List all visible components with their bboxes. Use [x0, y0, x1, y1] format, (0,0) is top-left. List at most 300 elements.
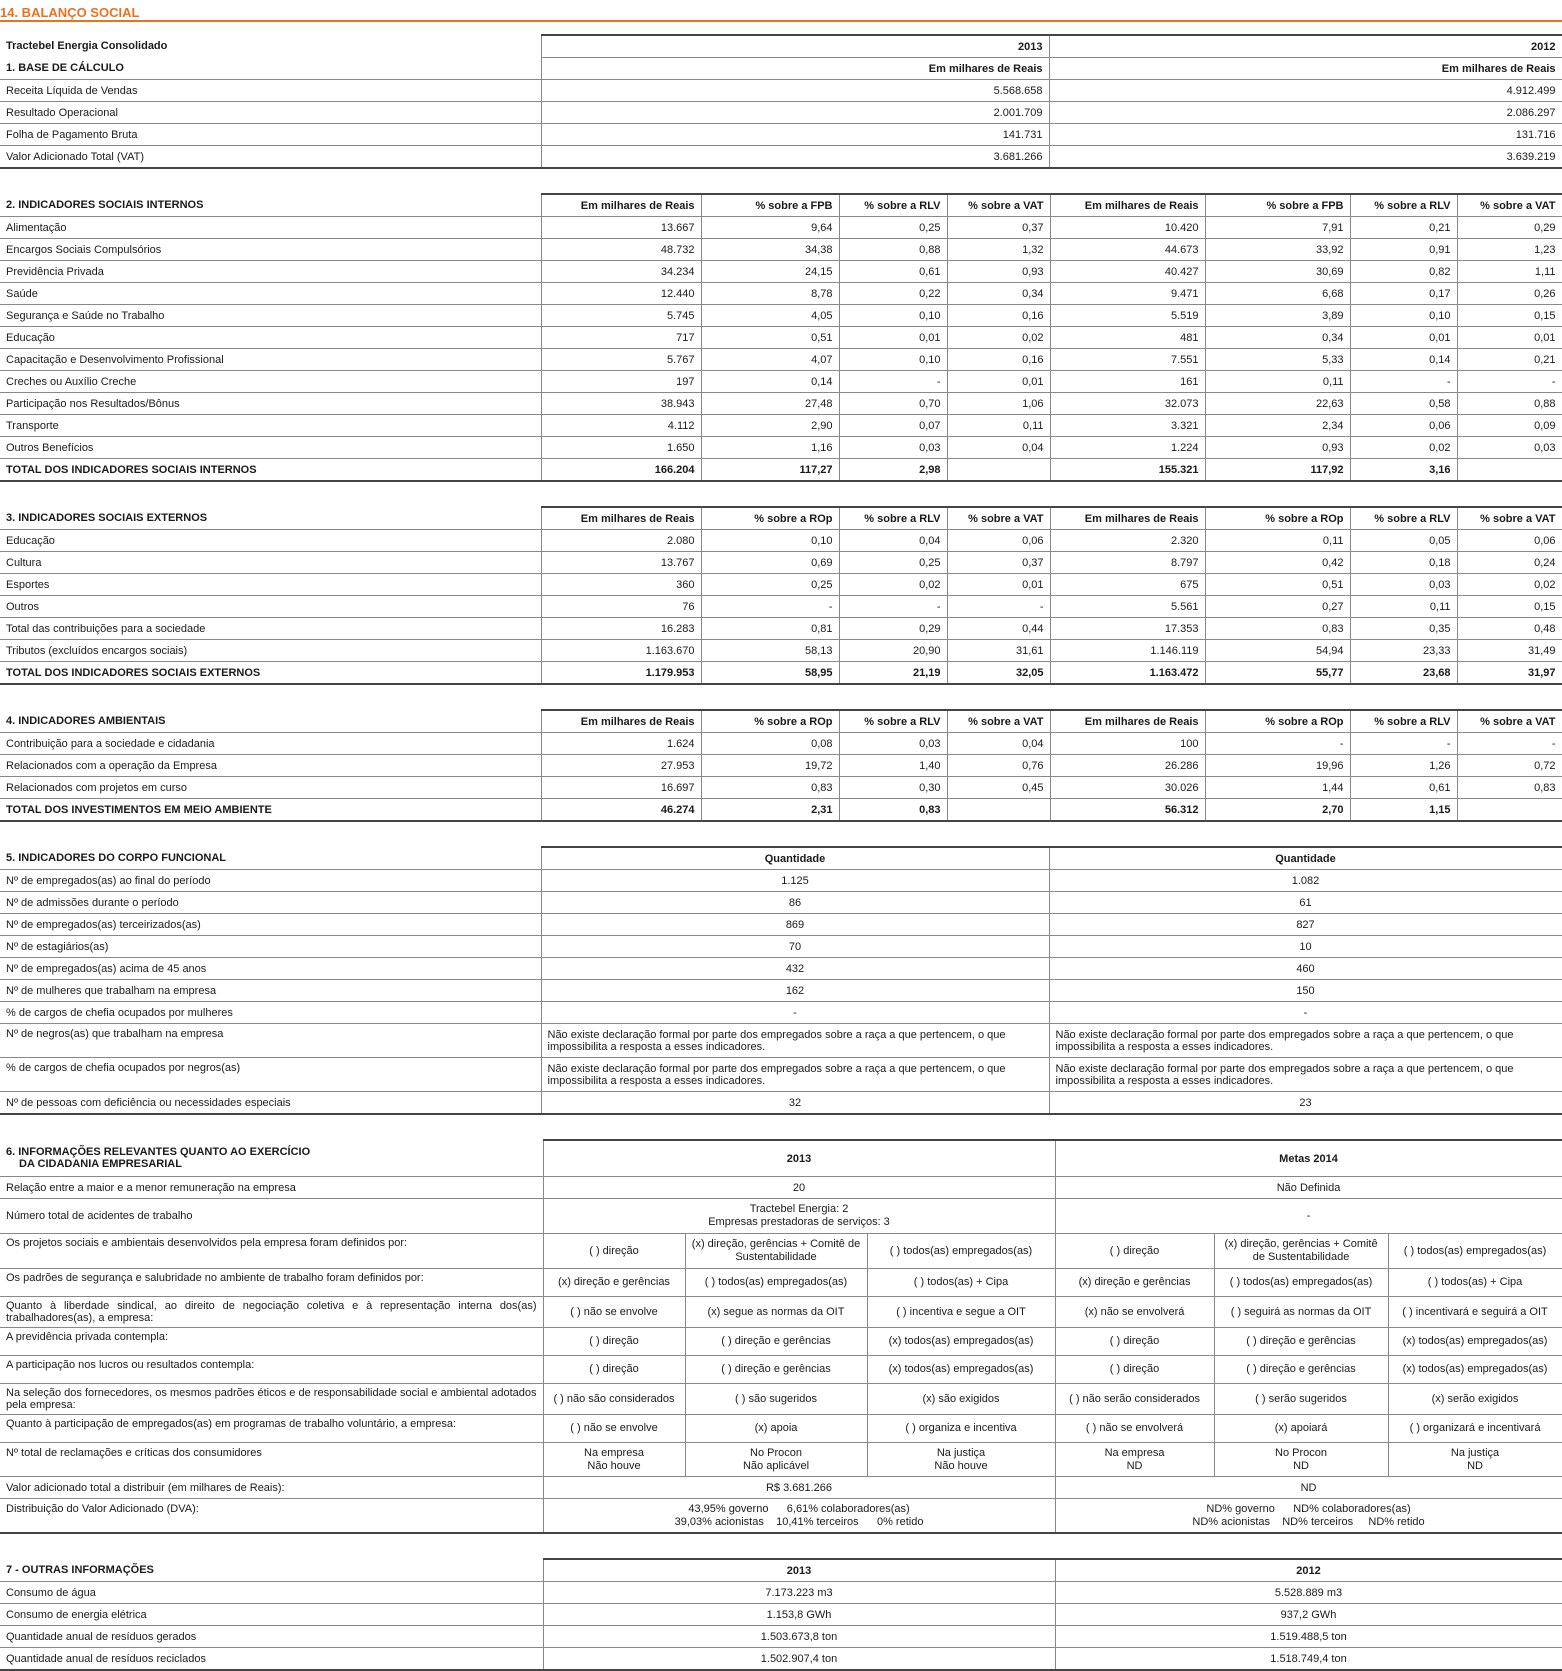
row-value: 360 [541, 574, 701, 596]
complaints-line: Não houve [587, 1459, 641, 1472]
row-value: - [1350, 371, 1457, 393]
option-2014: ( ) direção [1055, 1234, 1214, 1269]
row-value: 0,06 [1350, 415, 1457, 437]
option-2013: (x) todos(as) empregados(as) [867, 1328, 1055, 1356]
row-value: 100 [1050, 733, 1205, 755]
quantity-2013: 70 [541, 936, 1049, 958]
row-value: 0,16 [947, 349, 1050, 371]
value-2013 [543, 1199, 1055, 1234]
row-value: 26.286 [1050, 755, 1205, 777]
table-row [0, 1002, 1562, 1024]
value-2014: Não Definida [1055, 1177, 1562, 1199]
section-title: 5. INDICADORES DO CORPO FUNCIONAL [0, 847, 541, 870]
row-label: Relacionados com projetos em curso [0, 777, 541, 799]
unit-label: Em milhares de Reais [1049, 58, 1562, 80]
acidentes-line: Tractebel Energia: 2 [749, 1203, 849, 1215]
row-value: 0,88 [1457, 393, 1562, 415]
row-value: 0,03 [839, 733, 947, 755]
row-label: Nº de empregados(as) ao final do período [0, 870, 541, 892]
value-2014: - [1055, 1199, 1562, 1234]
row-value: 481 [1050, 327, 1205, 349]
column-header: % sobre a ROp [1205, 710, 1350, 733]
table-row [0, 1092, 1562, 1115]
total-value: 2,98 [839, 459, 947, 482]
option-2014: ( ) serão sugeridos [1214, 1384, 1388, 1415]
row-value: 2.080 [541, 530, 701, 552]
row-label: Na seleção dos fornecedores, os mesmos padrões éticos e de responsabilidade social e ambiental adotados pela empresa: [0, 1384, 543, 1415]
column-header: % sobre a ROp [701, 710, 839, 733]
row-value: 0,04 [947, 733, 1050, 755]
row-value: 1,32 [947, 239, 1050, 261]
quantity-2012: 150 [1049, 980, 1562, 1002]
row-value: 0,01 [839, 327, 947, 349]
option-2014: (x) direção, gerências + Comitê de Sustentabilidade [1214, 1234, 1388, 1269]
column-header: % sobre a RLV [1350, 710, 1457, 733]
row-value: 0,02 [947, 327, 1050, 349]
value-2013: 20 [543, 1177, 1055, 1199]
option-2014: (x) todos(as) empregados(as) [1388, 1356, 1562, 1384]
row-value: 16.697 [541, 777, 701, 799]
table-row [0, 146, 1562, 169]
row-value: 4,07 [701, 349, 839, 371]
row-label: Educação [0, 530, 541, 552]
column-header: Em milhares de Reais [541, 194, 701, 217]
row-label: Valor Adicionado Total (VAT) [0, 146, 541, 169]
row-value: 5,33 [1205, 349, 1350, 371]
row-value: 0,14 [1350, 349, 1457, 371]
table-row [0, 102, 1562, 124]
row-value: 0,10 [1350, 305, 1457, 327]
complaints-line: Na empresa [1104, 1446, 1165, 1459]
complaints-line: ND [1293, 1459, 1309, 1472]
column-header: % sobre a ROp [701, 507, 839, 530]
row-label: Alimentação [0, 217, 541, 239]
row-value: 0,45 [947, 777, 1050, 799]
quantity-2013: 869 [541, 914, 1049, 936]
option-2014: ( ) seguirá as normas da OIT [1214, 1297, 1388, 1328]
row-label: Os padrões de segurança e salubridade no ambiente de trabalho foram definidos por: [0, 1269, 543, 1297]
table-row [0, 349, 1562, 371]
row-value: 0,29 [839, 618, 947, 640]
row-value: 1.650 [541, 437, 701, 459]
row-value: 1,16 [701, 437, 839, 459]
dva-line: ND% governo ND% colaboradores(as) [1206, 1502, 1411, 1515]
row-value: 0,01 [1350, 327, 1457, 349]
value-2013: 7.173.223 m3 [543, 1582, 1055, 1604]
row-value: 0,11 [1350, 596, 1457, 618]
table-row [0, 870, 1562, 892]
column-header: Em milhares de Reais [1050, 507, 1205, 530]
row-label: Quanto à participação de empregados(as) em programas de trabalho voluntário, a empresa: [0, 1415, 543, 1443]
text-2012: Não existe declaração formal por parte dos empregados sobre a raça a que pertencem, o que impossibilita a resposta a esses indicadores. [1049, 1024, 1562, 1058]
row-value: 0,93 [1205, 437, 1350, 459]
option-2014: ( ) direção [1055, 1328, 1214, 1356]
table-row [0, 596, 1562, 618]
text-2012: Não existe declaração formal por parte dos empregados sobre a raça a que pertencem, o que impossibilita a resposta a esses indicadores. [1049, 1058, 1562, 1092]
option-2013: ( ) organiza e incentiva [867, 1415, 1055, 1443]
row-value: 1,40 [839, 755, 947, 777]
quantity-2013: 1.125 [541, 870, 1049, 892]
row-value: 0,06 [947, 530, 1050, 552]
row-value: 0,02 [1350, 437, 1457, 459]
table-row [0, 415, 1562, 437]
table-row [0, 1024, 1562, 1058]
option-2014: ( ) todos(as) empregados(as) [1388, 1234, 1562, 1269]
row-value: 0,88 [839, 239, 947, 261]
total-value: 1,15 [1350, 799, 1457, 822]
column-header: % sobre a ROp [1205, 507, 1350, 530]
table-row [0, 437, 1562, 459]
table-row [0, 239, 1562, 261]
table-row [0, 124, 1562, 146]
column-header: % sobre a VAT [947, 194, 1050, 217]
row-label: Nº de mulheres que trabalham na empresa [0, 980, 541, 1002]
column-header: % sobre a RLV [839, 710, 947, 733]
row-value: 0,91 [1350, 239, 1457, 261]
row-label: Nº de estagiários(as) [0, 936, 541, 958]
total-value: 3,16 [1350, 459, 1457, 482]
table-row [0, 1626, 1562, 1648]
value-2014: ND [1055, 1477, 1562, 1499]
row-label: Relacionados com a operação da Empresa [0, 755, 541, 777]
row-value: 1,06 [947, 393, 1050, 415]
value-2013: R$ 3.681.266 [543, 1477, 1055, 1499]
option-2013: (x) segue as normas da OIT [685, 1297, 867, 1328]
row-value: 0,21 [1350, 217, 1457, 239]
row-value: 48.732 [541, 239, 701, 261]
option-2014: ( ) organizará e incentivará [1388, 1415, 1562, 1443]
row-label: Relação entre a maior e a menor remuneração na empresa [0, 1177, 543, 1199]
column-header: % sobre a RLV [839, 194, 947, 217]
option-2013: (x) direção, gerências + Comitê de Sustentabilidade [685, 1234, 867, 1269]
row-value: 0,37 [947, 552, 1050, 574]
complaints-line: Na justiça [1450, 1446, 1500, 1459]
row-value: 0,07 [839, 415, 947, 437]
row-value: 34.234 [541, 261, 701, 283]
row-label: A participação nos lucros ou resultados contempla: [0, 1356, 543, 1384]
table-row [0, 936, 1562, 958]
row-value: - [1457, 733, 1562, 755]
row-value: 0,15 [1457, 305, 1562, 327]
row-value: 0,83 [1457, 777, 1562, 799]
value-2012: 131.716 [1049, 124, 1562, 146]
table-row [0, 914, 1562, 936]
row-value: 17.353 [1050, 618, 1205, 640]
complaints-line: Não houve [934, 1459, 988, 1472]
complaints-line: Na empresa [584, 1446, 644, 1459]
column-header: % sobre a VAT [947, 507, 1050, 530]
row-value: 197 [541, 371, 701, 393]
row-label: Previdência Privada [0, 261, 541, 283]
total-value: 55,77 [1205, 662, 1350, 685]
table-row [0, 1604, 1562, 1626]
row-label: Nº de negros(as) que trabalham na empresa [0, 1024, 541, 1058]
table-row [0, 777, 1562, 799]
col-2013: 2013 [543, 1559, 1055, 1582]
total-label: TOTAL DOS INDICADORES SOCIAIS INTERNOS [0, 459, 541, 482]
outras-informacoes-table [0, 1558, 1562, 1671]
option-2014: ( ) não serão considerados [1055, 1384, 1214, 1415]
table-row [0, 393, 1562, 415]
row-value: 76 [541, 596, 701, 618]
quantity-2013: 32 [541, 1092, 1049, 1115]
row-value: 0,11 [1205, 530, 1350, 552]
indicadores-ambientais-table [0, 709, 1562, 822]
total-value: 2,70 [1205, 799, 1350, 822]
quantity-2013: 432 [541, 958, 1049, 980]
row-label: Contribuição para a sociedade e cidadania [0, 733, 541, 755]
row-label: Quanto à liberdade sindical, ao direito de negociação coletiva e à representação interna dos(as) trabalhadores(as), a empresa: [0, 1297, 543, 1328]
option-2013: ( ) incentiva e segue a OIT [867, 1297, 1055, 1328]
row-value: 0,83 [1205, 618, 1350, 640]
row-label: Consumo de água [0, 1582, 543, 1604]
row-label: Valor adicionado total a distribuir (em milhares de Reais): [0, 1477, 543, 1499]
total-label: TOTAL DOS INVESTIMENTOS EM MEIO AMBIENTE [0, 799, 541, 822]
row-value: - [1205, 733, 1350, 755]
row-value: 0,04 [839, 530, 947, 552]
row-value: 0,05 [1350, 530, 1457, 552]
complaints-line: Não aplicável [742, 1459, 810, 1472]
row-label: Outros Benefícios [0, 437, 541, 459]
row-value: 0,29 [1457, 217, 1562, 239]
row-value: 19,96 [1205, 755, 1350, 777]
total-value: 31,97 [1457, 662, 1562, 685]
row-value: 0,82 [1350, 261, 1457, 283]
column-header: Em milhares de Reais [541, 507, 701, 530]
total-value: 117,27 [701, 459, 839, 482]
column-header: Em milhares de Reais [1050, 710, 1205, 733]
row-label: A previdência privada contempla: [0, 1328, 543, 1356]
dva-line: ND% acionistas ND% terceiros ND% retido [1192, 1515, 1425, 1528]
row-value: 7.551 [1050, 349, 1205, 371]
row-value: 3.321 [1050, 415, 1205, 437]
row-value: 1.146.119 [1050, 640, 1205, 662]
option-2014: ( ) direção [1055, 1356, 1214, 1384]
total-value: 2,31 [701, 799, 839, 822]
row-value: 1,26 [1350, 755, 1457, 777]
row-value: 24,15 [701, 261, 839, 283]
table-row [0, 1582, 1562, 1604]
total-value [947, 459, 1050, 482]
value-2012: 4.912.499 [1049, 80, 1562, 102]
row-value: 0,09 [1457, 415, 1562, 437]
row-value: 22,63 [1205, 393, 1350, 415]
option-2013: ( ) todos(as) + Cipa [867, 1269, 1055, 1297]
row-value: 5.767 [541, 349, 701, 371]
quantity-2012: 61 [1049, 892, 1562, 914]
col-quantidade: Quantidade [1049, 847, 1562, 870]
col-quantidade: Quantidade [541, 847, 1049, 870]
row-label: Consumo de energia elétrica [0, 1604, 543, 1626]
acidentes-line: Empresas prestadoras de serviços: 3 [708, 1216, 890, 1228]
table-row [0, 552, 1562, 574]
complaints-line: No Procon [750, 1446, 802, 1459]
complaints-line: Na justiça [936, 1446, 986, 1459]
row-value: 0,17 [1350, 283, 1457, 305]
quantity-2012: 1.082 [1049, 870, 1562, 892]
unit-label: Em milhares de Reais [541, 58, 1049, 80]
table-row [0, 1297, 1562, 1328]
row-value: 0,48 [1457, 618, 1562, 640]
dva-line: 39,03% acionistas 10,41% terceiros 0% retido [674, 1515, 924, 1528]
row-value: - [1457, 371, 1562, 393]
indicadores-sociais-externos-table [0, 506, 1562, 685]
row-value: 1.224 [1050, 437, 1205, 459]
row-value: 0,10 [839, 349, 947, 371]
option-2013: ( ) direção e gerências [685, 1356, 867, 1384]
row-value: 0,34 [1205, 327, 1350, 349]
text-2013: Não existe declaração formal por parte dos empregados sobre a raça a que pertencem, o que impossibilita a resposta a esses indicadores. [541, 1058, 1049, 1092]
row-label: Nº de pessoas com deficiência ou necessidades especiais [0, 1092, 541, 1115]
year-2012: 2012 [1049, 35, 1562, 58]
row-value: 0,35 [1350, 618, 1457, 640]
row-value: 1,11 [1457, 261, 1562, 283]
row-value: 32.073 [1050, 393, 1205, 415]
row-value: - [839, 371, 947, 393]
column-header: % sobre a RLV [1350, 194, 1457, 217]
row-value: 0,70 [839, 393, 947, 415]
row-value: 0,03 [1350, 574, 1457, 596]
option-2013: (x) direção e gerências [543, 1269, 685, 1297]
page-title: 14. BALANÇO SOCIAL [0, 0, 1562, 22]
table-row [0, 1058, 1562, 1092]
column-header: % sobre a RLV [839, 507, 947, 530]
row-value: 0,42 [1205, 552, 1350, 574]
year-2013: 2013 [541, 35, 1049, 58]
value-2013: 141.731 [541, 124, 1049, 146]
row-label: % de cargos de chefia ocupados por mulheres [0, 1002, 541, 1024]
total-value [947, 799, 1050, 822]
table-row [0, 1384, 1562, 1415]
option-2013: ( ) direção e gerências [685, 1328, 867, 1356]
row-value: 58,13 [701, 640, 839, 662]
row-value: 10.420 [1050, 217, 1205, 239]
row-value: 0,01 [947, 371, 1050, 393]
option-2013: ( ) não se envolve [543, 1297, 685, 1328]
row-value: 5.745 [541, 305, 701, 327]
total-row [0, 662, 1562, 685]
row-value: 0,25 [839, 552, 947, 574]
row-value: 31,61 [947, 640, 1050, 662]
row-label: Cultura [0, 552, 541, 574]
option-2014: (x) direção e gerências [1055, 1269, 1214, 1297]
total-row [0, 799, 1562, 822]
option-2014: ( ) não se envolverá [1055, 1415, 1214, 1443]
quantity-2012: 827 [1049, 914, 1562, 936]
row-value: 161 [1050, 371, 1205, 393]
value-2012: 3.639.219 [1049, 146, 1562, 169]
row-value: 2,90 [701, 415, 839, 437]
total-value: 56.312 [1050, 799, 1205, 822]
row-value: 0,01 [1457, 327, 1562, 349]
quantity-2013: 86 [541, 892, 1049, 914]
row-value: 0,18 [1350, 552, 1457, 574]
value-2013: 3.681.266 [541, 146, 1049, 169]
row-label: Educação [0, 327, 541, 349]
total-value: 23,68 [1350, 662, 1457, 685]
row-label: Nº total de reclamações e críticas dos consumidores [0, 1443, 543, 1477]
option-2014: (x) serão exigidos [1388, 1384, 1562, 1415]
row-value: 9.471 [1050, 283, 1205, 305]
row-label: Creches ou Auxílio Creche [0, 371, 541, 393]
row-value: 0,58 [1350, 393, 1457, 415]
option-2014: (x) não se envolverá [1055, 1297, 1214, 1328]
row-label: Capacitação e Desenvolvimento Profissional [0, 349, 541, 371]
value-2012: 937,2 GWh [1055, 1604, 1562, 1626]
table-row [0, 1269, 1562, 1297]
row-value: 13.767 [541, 552, 701, 574]
table-row [0, 1356, 1562, 1384]
row-value: 23,33 [1350, 640, 1457, 662]
row-value: 8,78 [701, 283, 839, 305]
value-2013: 1.502.907,4 ton [543, 1648, 1055, 1671]
table-row [0, 640, 1562, 662]
section-title: 3. INDICADORES SOCIAIS EXTERNOS [0, 507, 541, 530]
row-value: 0,04 [947, 437, 1050, 459]
row-label: Outros [0, 596, 541, 618]
row-value: 0,44 [947, 618, 1050, 640]
section-title: 1. BASE DE CÁLCULO [0, 58, 541, 80]
row-value: 1,23 [1457, 239, 1562, 261]
text-2013: Não existe declaração formal por parte dos empregados sobre a raça a que pertencem, o que impossibilita a resposta a esses indicadores. [541, 1024, 1049, 1058]
row-value: 0,10 [701, 530, 839, 552]
option-2013: ( ) direção [543, 1356, 685, 1384]
row-value: 0,81 [701, 618, 839, 640]
quantity-2012: 10 [1049, 936, 1562, 958]
section-title: 2. INDICADORES SOCIAIS INTERNOS [0, 194, 541, 217]
table-row [0, 1328, 1562, 1356]
section-title-line1: 6. INFORMAÇÕES RELEVANTES QUANTO AO EXERCÍCIO [6, 1146, 311, 1158]
row-label: Nº de empregados(as) terceirizados(as) [0, 914, 541, 936]
table-row [0, 892, 1562, 914]
table-row [0, 1177, 1562, 1199]
row-label: Segurança e Saúde no Trabalho [0, 305, 541, 327]
row-value: 0,61 [1350, 777, 1457, 799]
total-value: 0,83 [839, 799, 947, 822]
row-value: 20,90 [839, 640, 947, 662]
column-header: Em milhares de Reais [541, 710, 701, 733]
table-row [0, 530, 1562, 552]
option-2013: ( ) direção [543, 1328, 685, 1356]
row-value: 0,76 [947, 755, 1050, 777]
row-value: 2,34 [1205, 415, 1350, 437]
row-value: 3,89 [1205, 305, 1350, 327]
row-value: 0,25 [839, 217, 947, 239]
row-value: 0,93 [947, 261, 1050, 283]
row-value: 717 [541, 327, 701, 349]
base-calculo-table [0, 34, 1562, 169]
option-2013: ( ) direção [543, 1234, 685, 1269]
option-2014: (x) todos(as) empregados(as) [1388, 1328, 1562, 1356]
table-row [0, 733, 1562, 755]
row-value: 19,72 [701, 755, 839, 777]
row-value: 5.519 [1050, 305, 1205, 327]
section-title-line2: DA CIDADANIA EMPRESARIAL [19, 1158, 182, 1170]
row-value: 0,25 [701, 574, 839, 596]
row-value: 0,72 [1457, 755, 1562, 777]
row-label: Encargos Sociais Compulsórios [0, 239, 541, 261]
column-header: % sobre a VAT [947, 710, 1050, 733]
row-value: 0,27 [1205, 596, 1350, 618]
col-metas-2014: Metas 2014 [1055, 1140, 1562, 1177]
row-value: 38.943 [541, 393, 701, 415]
row-value: 0,69 [701, 552, 839, 574]
dva-2014 [1055, 1499, 1562, 1534]
row-value: - [1350, 733, 1457, 755]
row-value: 0,22 [839, 283, 947, 305]
value-2012: 2.086.297 [1049, 102, 1562, 124]
value-2013: 1.503.673,8 ton [543, 1626, 1055, 1648]
